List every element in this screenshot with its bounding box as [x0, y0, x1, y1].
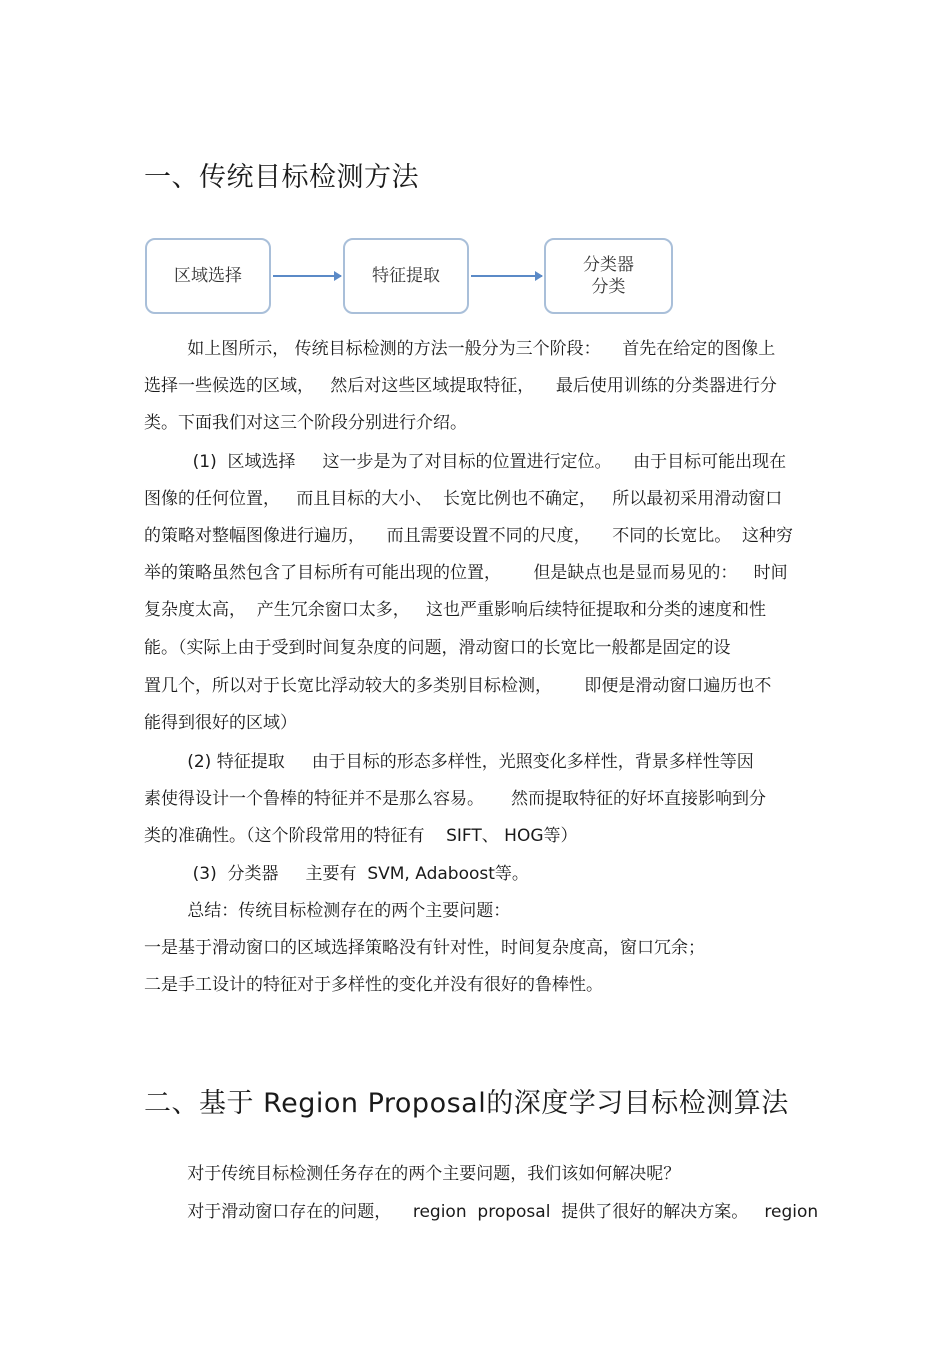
flow-box-label: 特征提取	[372, 266, 440, 286]
paragraph-line: (2) 特征提取 由于目标的形态多样性，光照变化多样性，背景多样性等因	[144, 752, 754, 772]
flow-box-feature-extraction	[343, 238, 469, 314]
flow-box-label: 分类器 分类	[583, 255, 634, 297]
paragraph-line: 举的策略虽然包含了目标所有可能出现的位置， 但是缺点也是显而易见的： 时间	[144, 563, 788, 583]
paragraph-line: 选择一些候选的区域， 然后对这些区域提取特征， 最后使用训练的分类器进行分	[144, 376, 777, 396]
paragraph-line: 类。下面我们对这三个阶段分别进行介绍。	[144, 413, 467, 433]
paragraph-line: 如上图所示， 传统目标检测的方法一般分为三个阶段： 首先在给定的图像上	[144, 339, 776, 359]
flow-arrow-1	[273, 275, 341, 277]
paragraph-line: 图像的任何位置， 而且目标的大小、 长宽比例也不确定， 所以最初采用滑动窗口	[144, 489, 783, 509]
paragraph-line: 的策略对整幅图像进行遍历， 而且需要设置不同的尺度， 不同的长宽比。 这种穷	[144, 526, 794, 546]
section-1-heading: 一、传统目标检测方法	[144, 162, 419, 193]
paragraph-line: 总结：传统目标检测存在的两个主要问题：	[144, 901, 511, 921]
paragraph-line: (1) 区域选择 这一步是为了对目标的位置进行定位。 由于目标可能出现在	[144, 452, 787, 472]
paragraph-line: 置几个，所以对于长宽比浮动较大的多类别目标检测， 即便是滑动窗口遍历也不	[144, 676, 772, 696]
paragraph-line: 对于传统目标检测任务存在的两个主要问题，我们该如何解决呢？	[144, 1164, 681, 1184]
flow-box-label: 区域选择	[174, 266, 242, 286]
section-2-heading: 二、基于 Region Proposal的深度学习目标检测算法	[144, 1088, 789, 1119]
paragraph-line: 一是基于滑动窗口的区域选择策略没有针对性，时间复杂度高，窗口冗余；	[144, 938, 705, 958]
pipeline-diagram	[143, 236, 674, 318]
paragraph-line: 能。（实际上由于受到时间复杂度的问题，滑动窗口的长宽比一般都是固定的设	[144, 638, 731, 658]
paragraph-line: 对于滑动窗口存在的问题， region proposal 提供了很好的解决方案。 region	[144, 1202, 819, 1222]
paragraph-line: 复杂度太高， 产生冗余窗口太多， 这也严重影响后续特征提取和分类的速度和性	[144, 600, 767, 620]
paragraph-line: 素使得设计一个鲁棒的特征并不是那么容易。 然而提取特征的好坏直接影响到分	[144, 789, 767, 809]
paragraph-line: 类的准确性。（这个阶段常用的特征有 SIFT、 HOG等）	[144, 826, 578, 846]
paragraph-line: 能得到很好的区域）	[144, 713, 297, 733]
flow-box-region-selection	[145, 238, 271, 314]
paragraph-line: 二是手工设计的特征对于多样性的变化并没有很好的鲁棒性。	[144, 975, 603, 995]
flow-arrow-2	[471, 275, 542, 277]
flow-box-classifier	[544, 238, 673, 314]
paragraph-line: (3) 分类器 主要有 SVM, Adaboost等。	[144, 864, 529, 884]
